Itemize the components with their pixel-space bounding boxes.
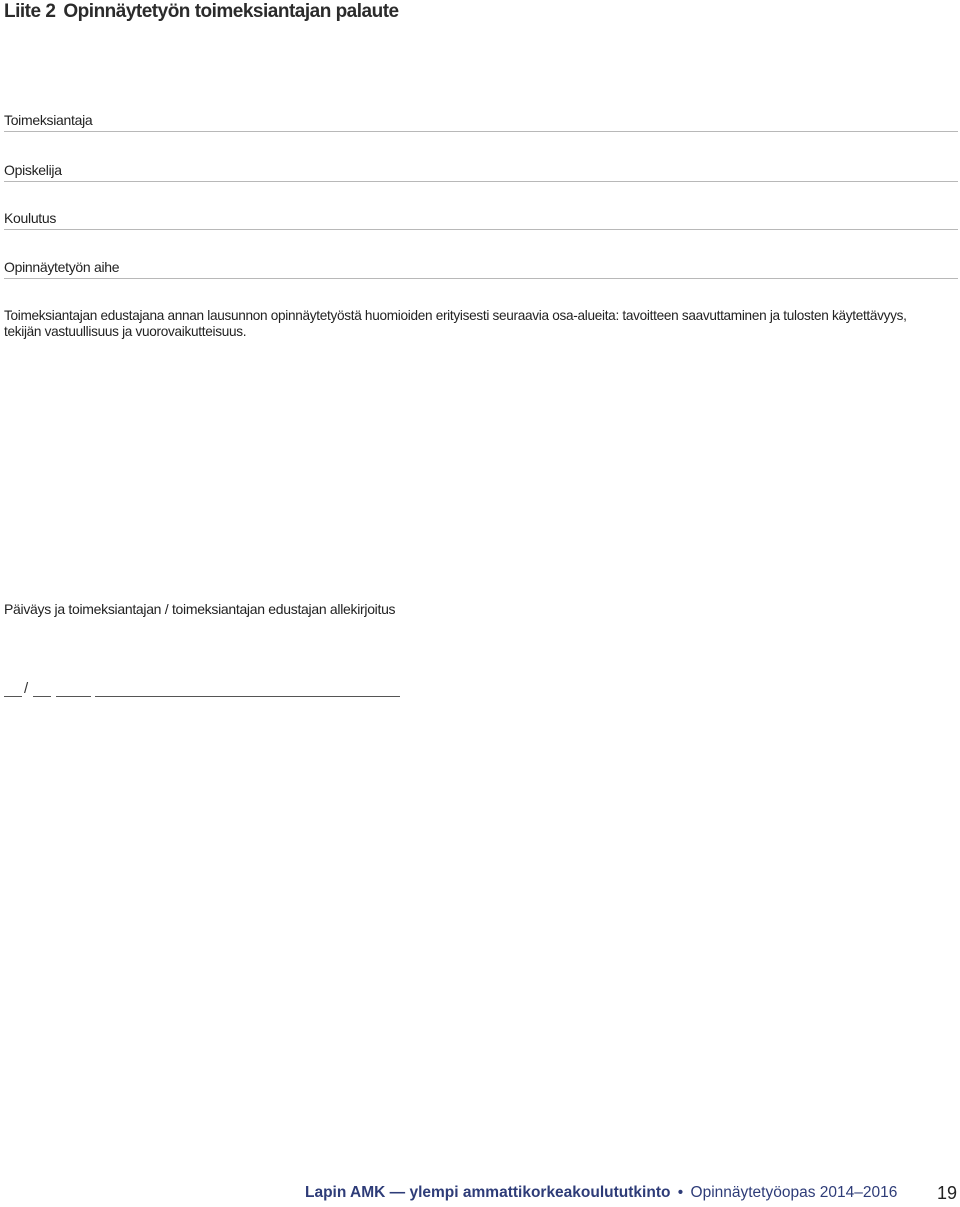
appendix-number: Liite 2: [4, 1, 56, 22]
field-label: Koulutus: [4, 210, 57, 226]
appendix-title: Opinnäytetyön toimeksiantajan palaute: [63, 1, 399, 22]
instructions-text: Toimeksiantajan edustajana annan lausunnon opinnäytetyöstä huomioiden erityisesti seuraavia osa-alueita: tavoitteen saavuttaminen ja tulosten käytettävyys, tekijän vastuullisuus ja vuorovaikutteisuus.: [4, 308, 907, 339]
page-number: 19: [936, 1183, 957, 1203]
field-label: Opiskelija: [4, 162, 62, 178]
footer-brand: Lapin AMK — ylempi ammattikorkeakoulututkinto: [305, 1184, 671, 1201]
signature-label: Päiväys ja toimeksiantajan / toimeksiantajan edustajan allekirjoitus: [4, 601, 396, 617]
field-label: Opinnäytetyön aihe: [4, 259, 120, 275]
field-opinnaytetyon-aihe[interactable]: [4, 252, 958, 279]
footer-separator: •: [677, 1184, 684, 1201]
field-koulutus[interactable]: [4, 203, 958, 230]
date-month-line[interactable]: [33, 696, 51, 697]
date-slash: /: [24, 680, 29, 697]
footer: [305, 1184, 897, 1202]
signature-line[interactable]: [95, 696, 400, 697]
footer-guide-title: Opinnäytetyöopas 2014–2016: [690, 1184, 898, 1201]
date-day-line[interactable]: [4, 696, 22, 697]
field-opiskelija[interactable]: [4, 155, 958, 182]
field-label: Toimeksiantaja: [4, 112, 93, 128]
page-title: [4, 1, 399, 23]
date-year-line[interactable]: [56, 696, 91, 697]
field-toimeksiantaja[interactable]: [4, 105, 958, 132]
